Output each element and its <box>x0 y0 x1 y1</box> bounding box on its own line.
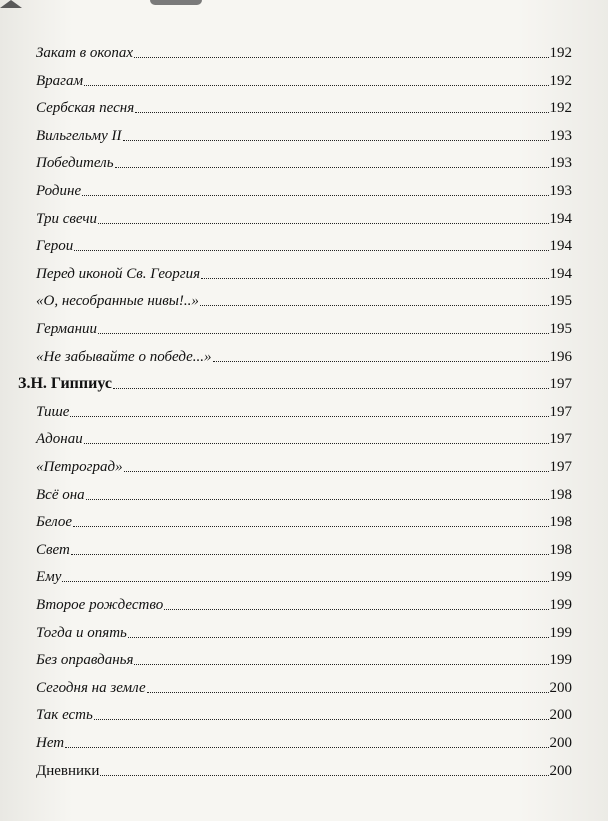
toc-author-heading <box>18 367 572 393</box>
dot-leader <box>86 499 549 500</box>
toc-page-number: 195 <box>549 321 572 337</box>
toc-page-number: 197 <box>549 403 572 420</box>
dot-leader <box>134 664 548 665</box>
dot-leader <box>82 195 548 196</box>
toc-entry <box>36 450 572 476</box>
toc-page-number: 199 <box>549 624 572 641</box>
toc-entry-title: Три свечи <box>36 210 98 227</box>
toc-entry <box>36 257 572 283</box>
toc-entry <box>36 505 572 531</box>
toc-page-number: 193 <box>549 155 572 172</box>
dot-leader <box>201 278 548 279</box>
toc-entry-title: Сегодня на земле <box>36 679 146 696</box>
dot-leader <box>73 526 548 527</box>
toc-entry <box>36 91 572 117</box>
toc-entry <box>36 202 572 228</box>
toc-entry <box>36 671 572 697</box>
toc-entry <box>36 146 572 172</box>
toc-entry <box>36 229 572 255</box>
toc-entry-title: Тише <box>36 403 70 420</box>
toc-entry <box>36 698 572 724</box>
toc-page-number: 199 <box>549 569 572 586</box>
dot-leader <box>115 167 549 168</box>
dot-leader <box>147 692 549 693</box>
toc-entry-title: Всё она <box>36 486 85 503</box>
toc-entry-title: Перед иконой Св. Георгия <box>36 265 201 282</box>
toc-entry-title: Закат в окопах <box>36 45 134 61</box>
toc-entry-title: «Петроград» <box>36 459 123 475</box>
dot-leader <box>200 305 549 306</box>
toc-entry <box>36 754 572 780</box>
toc-page-number: 200 <box>549 679 572 696</box>
toc-page-number: 200 <box>549 762 572 779</box>
dot-leader <box>71 554 549 555</box>
toc-entry-title: Без оправданья <box>36 652 134 669</box>
toc-entry-title: Тогда и опять <box>36 624 127 641</box>
toc-page-number: 197 <box>549 431 572 448</box>
toc-entry-title: Нет <box>36 735 65 751</box>
toc-entry-title: Так есть <box>36 707 93 724</box>
toc-entry <box>36 560 572 586</box>
toc-entry-title: Герои <box>36 238 74 255</box>
toc-page-number: 200 <box>549 707 572 724</box>
toc-entry-title: Дневники <box>36 762 100 779</box>
toc-entry-title: «Не забывайте о победе...» <box>36 348 212 365</box>
toc-entry-title: Второе рождество <box>36 597 164 613</box>
toc-entry-title: Победитель <box>36 155 114 172</box>
toc-page-number: 192 <box>549 72 572 89</box>
toc-entry-title: Германии <box>36 321 98 337</box>
dot-leader <box>100 775 548 776</box>
toc-entry <box>36 395 572 421</box>
toc-entry <box>36 533 572 559</box>
toc-page-number: 197 <box>549 459 572 475</box>
dot-leader <box>164 609 548 610</box>
dot-leader <box>213 361 549 362</box>
toc-entry-title: Свет <box>36 541 70 558</box>
toc-entry-title: «О, несобранные нивы!..» <box>36 293 199 310</box>
toc-entry-title: Сербская песня <box>36 100 135 117</box>
toc-entry <box>36 616 572 642</box>
toc-page-number: 195 <box>549 293 572 310</box>
toc-entry <box>36 643 572 669</box>
toc-entry <box>36 478 572 504</box>
dot-leader <box>128 637 549 638</box>
toc-entry-title: Ему <box>36 569 62 586</box>
dot-leader <box>84 443 549 444</box>
dot-leader <box>70 416 548 417</box>
toc-page-number: 194 <box>549 238 572 255</box>
toc-page-number: 200 <box>549 735 572 751</box>
toc-page-number: 192 <box>549 100 572 117</box>
toc-page-number: 199 <box>549 652 572 669</box>
toc-entry <box>36 312 572 338</box>
toc-page-number: 197 <box>549 376 572 393</box>
dot-leader <box>98 223 548 224</box>
dot-leader <box>84 85 548 86</box>
toc-entry <box>36 64 572 90</box>
toc-entry-title: Врагам <box>36 72 84 89</box>
dot-leader <box>134 57 548 58</box>
toc-page-number: 192 <box>549 45 572 61</box>
toc-entry-title: Родине <box>36 183 82 199</box>
toc-entry <box>36 174 572 200</box>
toc-page-number: 198 <box>549 514 572 531</box>
dot-leader <box>62 581 548 582</box>
toc-entry-title: Адонаи <box>36 431 83 448</box>
dot-leader <box>94 719 549 720</box>
toc-page-number: 198 <box>549 541 572 558</box>
toc-page-number: 194 <box>549 265 572 282</box>
toc-page-number: 194 <box>549 210 572 227</box>
toc-page-number: 198 <box>549 486 572 503</box>
dot-leader <box>98 333 548 334</box>
dot-leader <box>135 112 548 113</box>
toc-entry <box>36 340 572 366</box>
dot-leader <box>123 140 549 141</box>
toc-entry <box>36 422 572 448</box>
dot-leader <box>113 388 549 389</box>
dot-leader <box>65 747 548 748</box>
toc-entry-title: З.Н. Гиппиус <box>18 375 112 393</box>
toc-page-number: 193 <box>549 127 572 144</box>
toc-entry <box>36 588 572 614</box>
toc-entry <box>36 726 572 752</box>
dot-leader <box>124 471 549 472</box>
toc-page-number: 199 <box>549 597 572 613</box>
toc-entry <box>36 36 572 62</box>
toc-entry <box>36 284 572 310</box>
toc-page-number: 196 <box>549 348 572 365</box>
dot-leader <box>74 250 548 251</box>
toc-page-number: 193 <box>549 183 572 199</box>
header-fragment <box>150 0 202 5</box>
toc-entry-title: Белое <box>36 514 73 531</box>
toc-entry-title: Вильгельму II <box>36 127 122 144</box>
toc-entry <box>36 119 572 145</box>
